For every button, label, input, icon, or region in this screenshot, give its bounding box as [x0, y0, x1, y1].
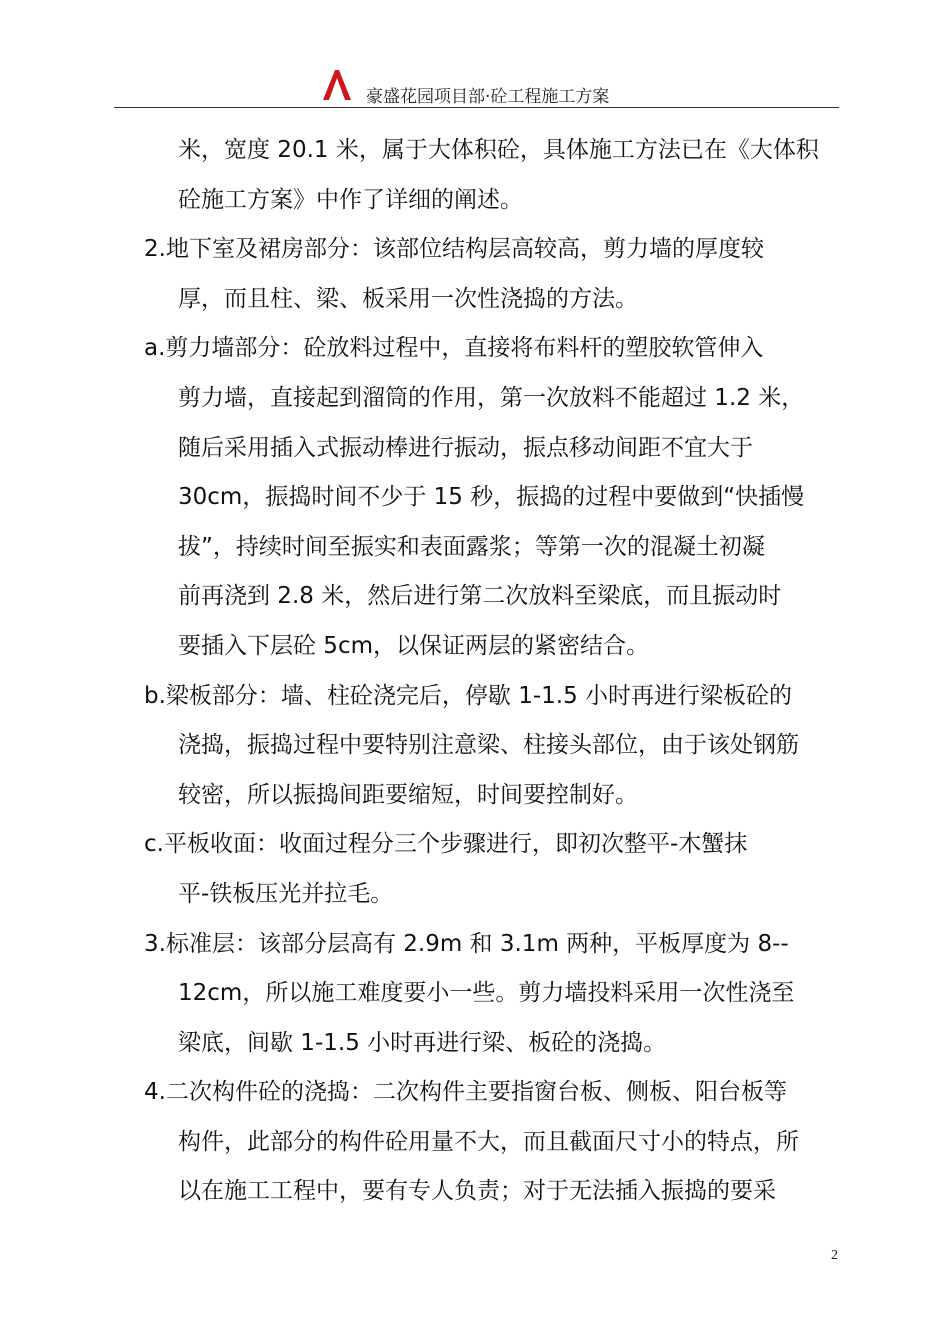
body-text — [144, 126, 844, 1217]
text-line: 构件，此部分的构件砼用量不大，而且截面尺寸小的特点，所 — [178, 1128, 799, 1155]
paragraph — [144, 920, 844, 1069]
text-line: 平-铁板压光并拉毛。 — [178, 880, 394, 907]
text-line: 12cm，所以施工难度要小一些。剪力墙投料采用一次性浇至 — [178, 980, 795, 1007]
text-line: 拔”，持续时间至振实和表面露浆；等第一次的混凝土初凝 — [178, 533, 765, 560]
text-line: 30cm，振捣时间不少于 15 秒，振捣的过程中要做到“快插慢 — [178, 484, 805, 511]
text-line: 4.二次构件砼的浇捣：二次构件主要指窗台板、侧板、阳台板等 — [144, 1079, 787, 1106]
paragraph — [144, 672, 844, 821]
paragraph — [144, 126, 844, 225]
header-title: 豪盛花园项目部·砼工程施工方案 — [366, 87, 610, 107]
paragraph — [144, 1068, 844, 1217]
text-line: 前再浇到 2.8 米，然后进行第二次放料至梁底，而且振动时 — [178, 583, 782, 610]
text-line: a.剪力墙部分：砼放料过程中，直接将布料杆的塑胶软管伸入 — [144, 335, 764, 362]
text-line: 2.地下室及裙房部分：该部位结构层高较高，剪力墙的厚度较 — [144, 236, 764, 263]
text-line: 浇捣，振捣过程中要特别注意梁、柱接头部位，由于该处钢筋 — [178, 732, 799, 759]
text-line: c.平板收面：收面过程分三个步骤进行，即初次整平-木蟹抹 — [144, 831, 748, 858]
paragraph — [144, 820, 844, 919]
paragraph — [144, 225, 844, 324]
text-line: 厚，而且柱、梁、板采用一次性浇捣的方法。 — [178, 285, 638, 312]
text-line: 要插入下层砼 5cm，以保证两层的紧密结合。 — [178, 632, 649, 659]
text-line: 以在施工工程中，要有专人负责；对于无法插入振捣的要采 — [178, 1178, 776, 1205]
text-line: 较密，所以振捣间距要缩短，时间要控制好。 — [178, 781, 638, 808]
text-line: 3.标准层：该部分层高有 2.9m 和 3.1m 两种，平板厚度为 8-- — [144, 930, 789, 957]
text-line: 砼施工方案》中作了详细的阐述。 — [178, 186, 523, 213]
text-line: 随后采用插入式振动棒进行振动，振点移动间距不宜大于 — [178, 434, 753, 461]
text-line: 剪力墙，直接起到溜筒的作用，第一次放料不能超过 1.2 米， — [178, 384, 805, 411]
text-line: 米，宽度 20.1 米，属于大体积砼，具体施工方法已在《大体积 — [178, 137, 819, 163]
text-line: b.梁板部分：墙、柱砼浇完后，停歇 1-1.5 小时再进行梁板砼的 — [144, 682, 793, 709]
text-line: 梁底，间歇 1-1.5 小时再进行梁、板砼的浇捣。 — [178, 1029, 667, 1056]
page-number: 2 — [831, 1248, 838, 1263]
red-arch-logo-icon — [319, 66, 355, 102]
page-header — [114, 62, 839, 108]
paragraph — [144, 324, 844, 671]
header-divider — [114, 107, 839, 108]
